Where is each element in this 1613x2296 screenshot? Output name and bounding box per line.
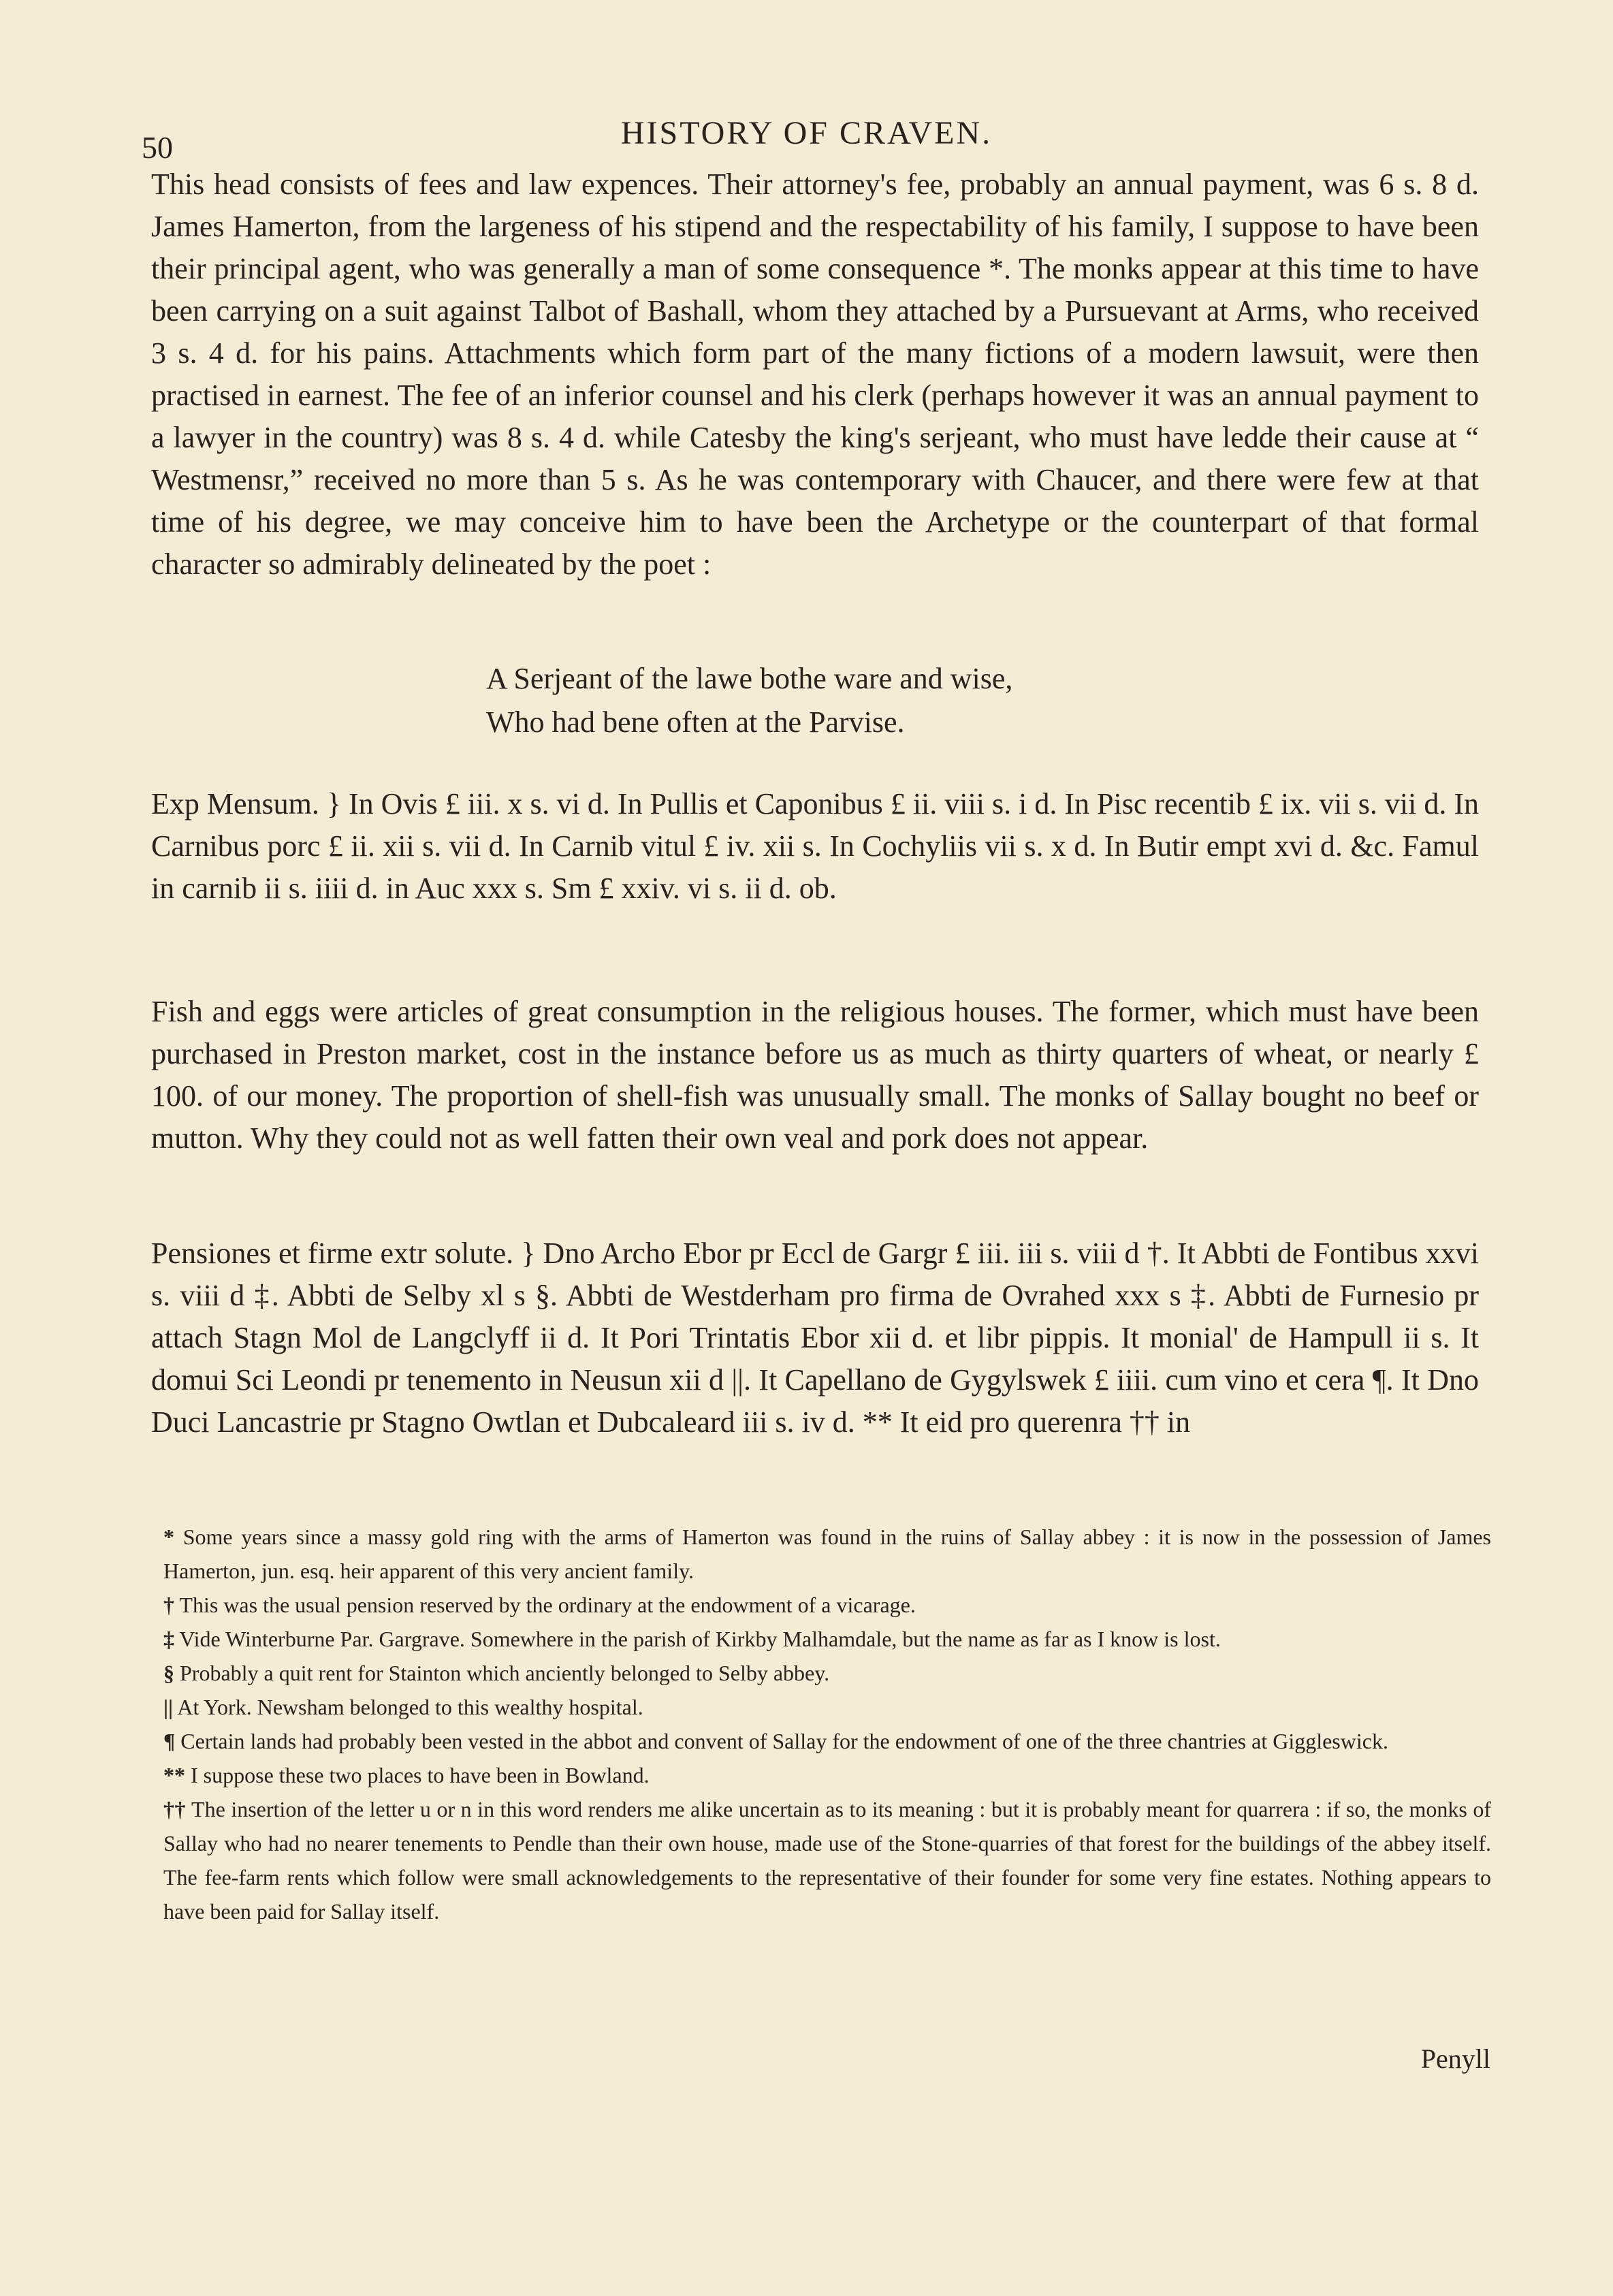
footnote: [163, 1588, 1491, 1622]
footnote: [163, 1724, 1491, 1758]
footnote-mark: *: [163, 1525, 174, 1549]
body-paragraph-2: Fish and eggs were articles of great consumption in the religious houses. The former, which must have been purchased in Preston market, cost in the instance before us as much as thirty quarters of wheat, or nearly £ 100. of our money. The proportion of shell-fish was unusually small. The monks of Sallay bought no beef or mutton. Why they could not as well fatten their own veal and pork does not appear.: [151, 995, 1479, 1155]
page-number: 50: [142, 130, 173, 165]
latin-account-2: Pensiones et firme extr solute. } Dno Archo Ebor pr Eccl de Gargr £ iii. iii s. viii d †. It Abbti de Fontibus xxvi s. viii d ‡. Abbti de Selby xl s §. Abbti de Westderham pro firma de Ovrahed xxx s ‡. Abbti de Furnesio pr attach Stagn Mol de Langclyff ii d. It Pori Trintatis Ebor xii d. et libr pippis. It monial' de Hampull ii s. It domui Sci Leondi pr tenemento in Neusun xii d ||. It Capellano de Gygylswek £ iiii. cum vino et cera ¶. It Dno Duci Lancastrie pr Stagno Owtlan et Dubcaleard iii s. iv d. ** It eid pro querenra †† in: [151, 1237, 1479, 1439]
footnote: [163, 1622, 1491, 1656]
footnote-mark: ||: [163, 1695, 174, 1719]
footnote-mark: ††: [163, 1797, 187, 1821]
footnote-text: This was the usual pension reserved by the ordinary at the endowment of a vicarage.: [179, 1593, 916, 1617]
verse-quotation: [486, 657, 1371, 744]
footnote-mark: ¶: [163, 1729, 176, 1753]
footnote: [163, 1690, 1491, 1724]
footnote-mark: **: [163, 1763, 185, 1787]
verse-line-2: Who had bene often at the Parvise.: [486, 705, 905, 739]
footnote: [163, 1792, 1491, 1928]
body-paragraph-1: This head consists of fees and law expences. Their attorney's fee, probably an annual payment, was 6 s. 8 d. James Hamerton, from the largeness of his stipend and the respectability of his family, I suppose to have been their principal agent, who was generally a man of some consequence *. The monks appear at this time to have been carrying on a suit against Talbot of Bashall, whom they attached by a Pursuevant at Arms, who received 3 s. 4 d. for his pains. Attachments which form part of the many fictions of a modern lawsuit, were then practised in earnest. The fee of an inferior counsel and his clerk (perhaps however it was an annual payment to a lawyer in the country) was 8 s. 4 d. while Catesby the king's serjeant, who must have ledde their cause at “ Westmensr,” received no more than 5 s. As he was contemporary with Chaucer, and there were few at that time of his degree, we may conceive him to have been the Archetype or the counterpart of that formal character so admirably delineated by the poet :: [151, 168, 1479, 581]
footnotes: [163, 1520, 1491, 1928]
catchword: Penyll: [1420, 2043, 1490, 2074]
footnote-text: Certain lands had probably been vested in the abbot and convent of Sallay for the endowment of one of the three chantries at Giggleswick.: [180, 1729, 1388, 1753]
footnote-text: Vide Winterburne Par. Gargrave. Somewhere in the parish of Kirkby Malhamdale, but the name as far as I know is lost.: [179, 1627, 1221, 1651]
footnote-mark: †: [163, 1593, 174, 1617]
verse-line-1: A Serjeant of the lawe bothe ware and wise,: [486, 662, 1013, 695]
footnote: [163, 1656, 1491, 1690]
footnote-text: The insertion of the letter u or n in this word renders me alike uncertain as to its meaning : but it is probably meant for quarrera : if so, the monks of Sallay who had no nearer tenements to Pendle than their own house, made use of the Stone-quarries of that forest for the buildings of the abbey itself. The fee-farm rents which follow were small acknowledgements to the representative of their founder for some very fine estates. Nothing appears to have been paid for Sallay itself.: [163, 1797, 1492, 1924]
footnote: [163, 1758, 1491, 1792]
latin-account-1: Exp Mensum. } In Ovis £ iii. x s. vi d. In Pullis et Caponibus £ ii. viii s. i d. In Pisc recentib £ ix. vii s. vii d. In Carnibus porc £ ii. xii s. vii d. In Carnib vitul £ iv. xii s. In Cochyliis vii s. x d. In Butir empt xvi d. &c. Famul in carnib ii s. iiii d. in Auc xxx s. Sm £ xxiv. vi s. ii d. ob.: [151, 787, 1479, 905]
running-head: HISTORY OF CRAVEN.: [620, 115, 993, 151]
footnote-text: Probably a quit rent for Stainton which anciently belonged to Selby abbey.: [180, 1661, 830, 1685]
footnote-mark: ‡: [163, 1627, 174, 1651]
footnote: [163, 1520, 1491, 1588]
footnote-text: Some years since a massy gold ring with the arms of Hamerton was found in the ruins of Sallay abbey : it is now in the possession of James Hamerton, jun. esq. heir apparent of this very ancient family.: [163, 1525, 1492, 1583]
footnote-text: I suppose these two places to have been in Bowland.: [191, 1763, 650, 1787]
footnote-mark: §: [163, 1661, 174, 1685]
footnote-text: At York. Newsham belonged to this wealthy hospital.: [177, 1695, 643, 1719]
